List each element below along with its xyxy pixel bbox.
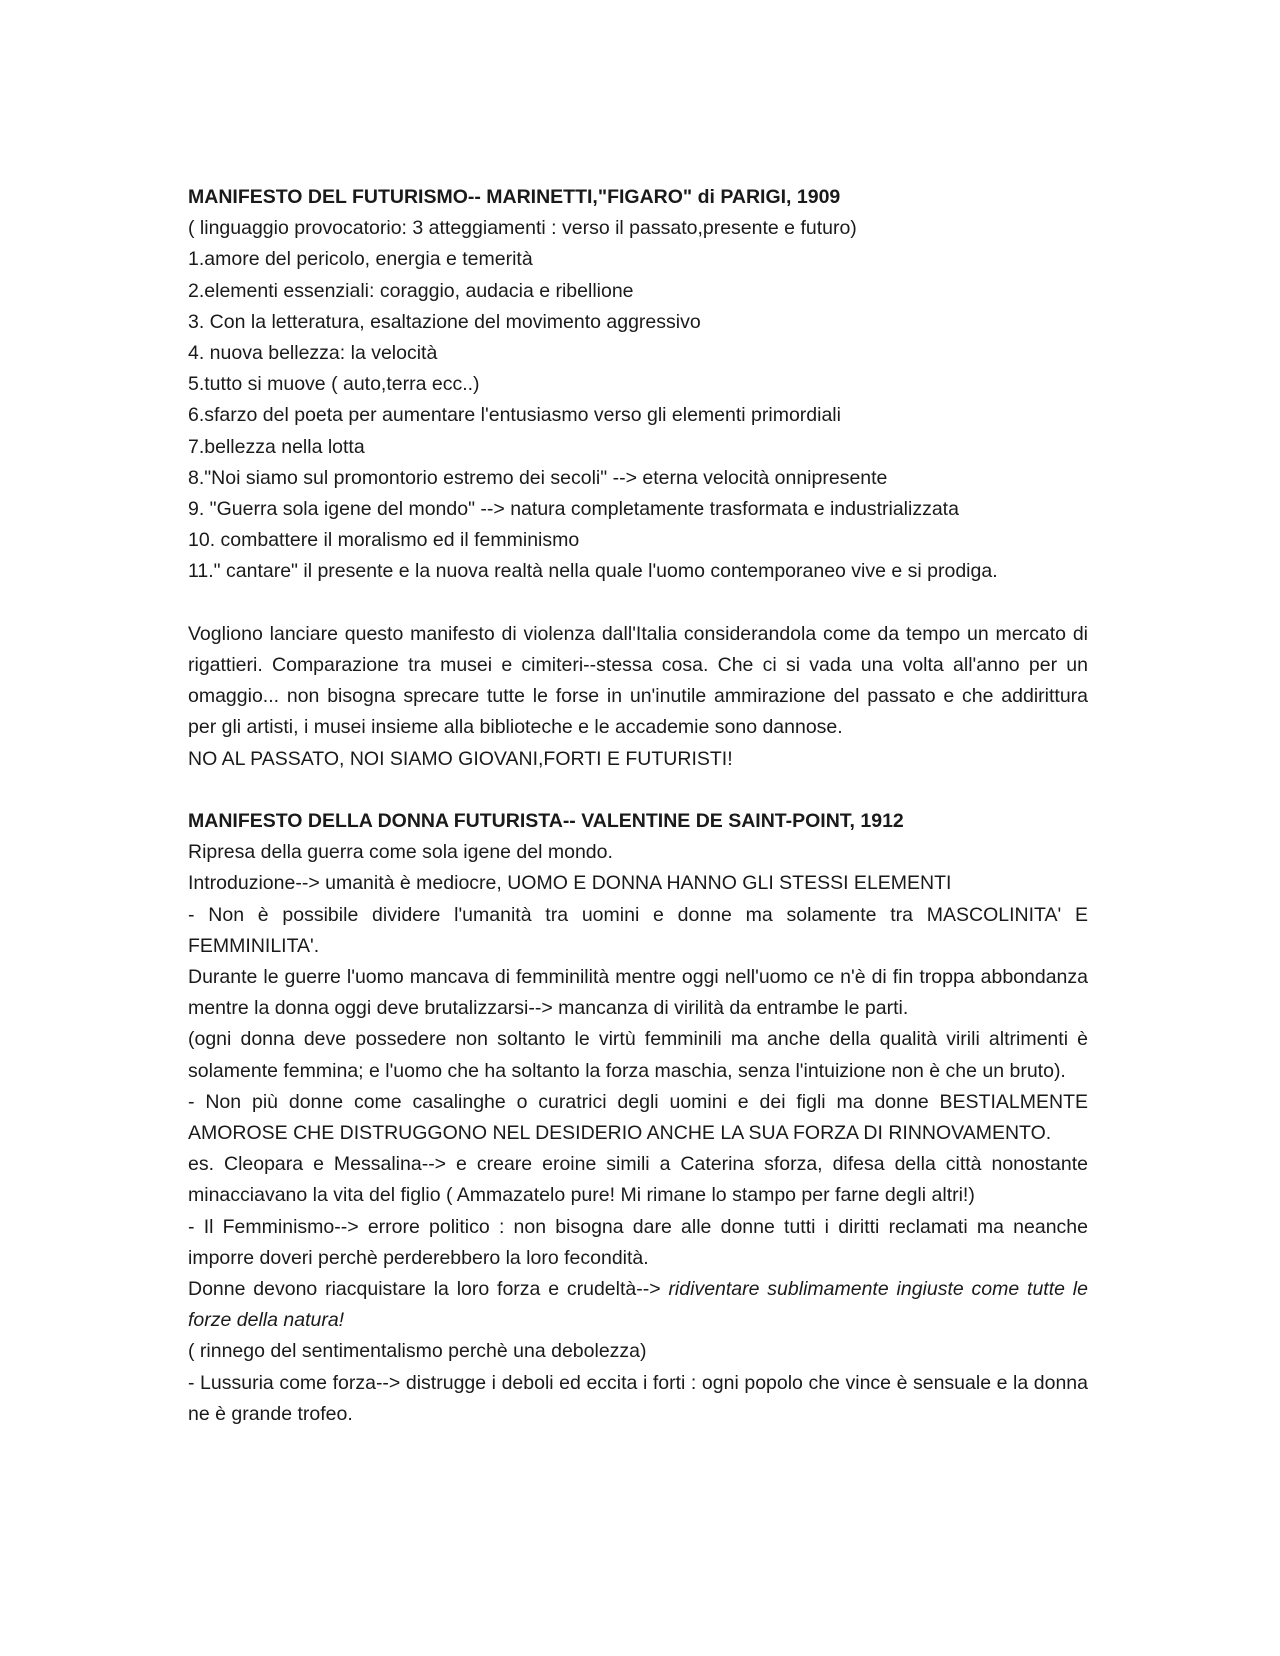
body-paragraph-mixed [188, 1274, 1088, 1336]
list-item: 5.tutto si muove ( auto,terra ecc..) [188, 373, 480, 396]
list-item: 6.sfarzo del poeta per aumentare l'entusiasmo verso gli elementi primordiali [188, 404, 841, 427]
list-item: 1.amore del pericolo, energia e temerità [188, 248, 533, 271]
list-item: 8."Noi siamo sul promontorio estremo dei secoli" --> eterna velocità onnipresente [188, 466, 888, 489]
body-paragraph: - Non è possibile dividere l'umanità tra uomini e donne ma solamente tra MASCOLINITA' E FEMMINILITA'. [188, 903, 1088, 957]
list-item: 11." cantare" il presente e la nuova realtà nella quale l'uomo contemporaneo vive e si prodiga. [188, 560, 998, 583]
document-page [188, 182, 1088, 1430]
body-paragraph: Ripresa della guerra come sola igene del mondo. [188, 841, 613, 864]
list-item: 4. nuova bellezza: la velocità [188, 342, 438, 365]
list-item: 7.bellezza nella lotta [188, 435, 365, 458]
body-paragraph: - Il Femminismo--> errore politico : non bisogna dare alle donne tutti i diritti reclamati ma neanche imporre doveri perchè perderebbero la loro fecondità. [188, 1215, 1088, 1269]
section-title-donna-futurista: MANIFESTO DELLA DONNA FUTURISTA-- VALENTINE DE SAINT-POINT, 1912 [188, 810, 904, 833]
paragraph-text: Donne devono riacquistare la loro forza e crudeltà--> [188, 1278, 669, 1301]
body-paragraph: Vogliono lanciare questo manifesto di violenza dall'Italia considerandola come da tempo un mercato di rigattieri. Comparazione tra musei e cimiteri--stessa cosa. Che ci si vada una volta all'anno per un omaggio... non bisogna sprecare tutte le forse in un'inutile ammirazione del passato e che addirittura per gli artisti, i musei insieme alla biblioteche e le accademie sono dannose. [188, 622, 1088, 739]
paragraph-spacer [188, 775, 1088, 806]
body-paragraph: Introduzione--> umanità è mediocre, UOMO E DONNA HANNO GLI STESSI ELEMENTI [188, 872, 952, 895]
body-paragraph: - Non più donne come casalinghe o curatrici degli uomini e dei figli ma donne BESTIALMENTE AMOROSE CHE DISTRUGGONO NEL DESIDERIO ANCHE LA SUA FORZA DI RINNOVAMENTO. [188, 1090, 1088, 1145]
body-paragraph: es. Cleopara e Messalina--> e creare eroine simili a Caterina sforza, difesa della città nonostante minacciavano la vita del figlio ( Ammazatelo pure! Mi rimane lo stampo per farne degli altri!) [188, 1153, 1088, 1207]
paragraph-spacer [188, 588, 1088, 619]
section-title-futurismo: MANIFESTO DEL FUTURISMO-- MARINETTI,"FIGARO" di PARIGI, 1909 [188, 186, 841, 208]
body-paragraph: (ogni donna deve possedere non soltanto le virtù femminili ma anche della qualità virili altrimenti è solamente femmina; e l'uomo che ha soltanto la forza maschia, senza l'intuizione non è che un bruto). [188, 1028, 1088, 1082]
body-paragraph: ( rinnego del sentimentalismo perchè una debolezza) [188, 1340, 647, 1363]
list-item: 2.elementi essenziali: coraggio, audacia e ribellione [188, 279, 634, 302]
closing-statement: NO AL PASSATO, NOI SIAMO GIOVANI,FORTI E FUTURISTI! [188, 747, 733, 770]
body-paragraph: Durante le guerre l'uomo mancava di femminilità mentre oggi nell'uomo ce n'è di fin troppa abbondanza mentre la donna oggi deve brutalizzarsi--> mancanza di virilità da entrambe le parti. [188, 966, 1088, 1020]
list-item: 10. combattere il moralismo ed il femminismo [188, 529, 580, 552]
body-paragraph: - Lussuria come forza--> distrugge i deboli ed eccita i forti : ogni popolo che vince è sensuale e la donna ne è grande trofeo. [188, 1371, 1088, 1425]
italic-quote: ridiventare sublimamente ingiuste come tutte le forze della natura! [188, 1278, 1088, 1332]
intro-line: ( linguaggio provocatorio: 3 atteggiamenti : verso il passato,presente e futuro) [188, 217, 857, 240]
list-item: 9. "Guerra sola igene del mondo" --> natura completamente trasformata e industrializzata [188, 498, 959, 521]
list-item: 3. Con la letteratura, esaltazione del movimento aggressivo [188, 310, 701, 333]
